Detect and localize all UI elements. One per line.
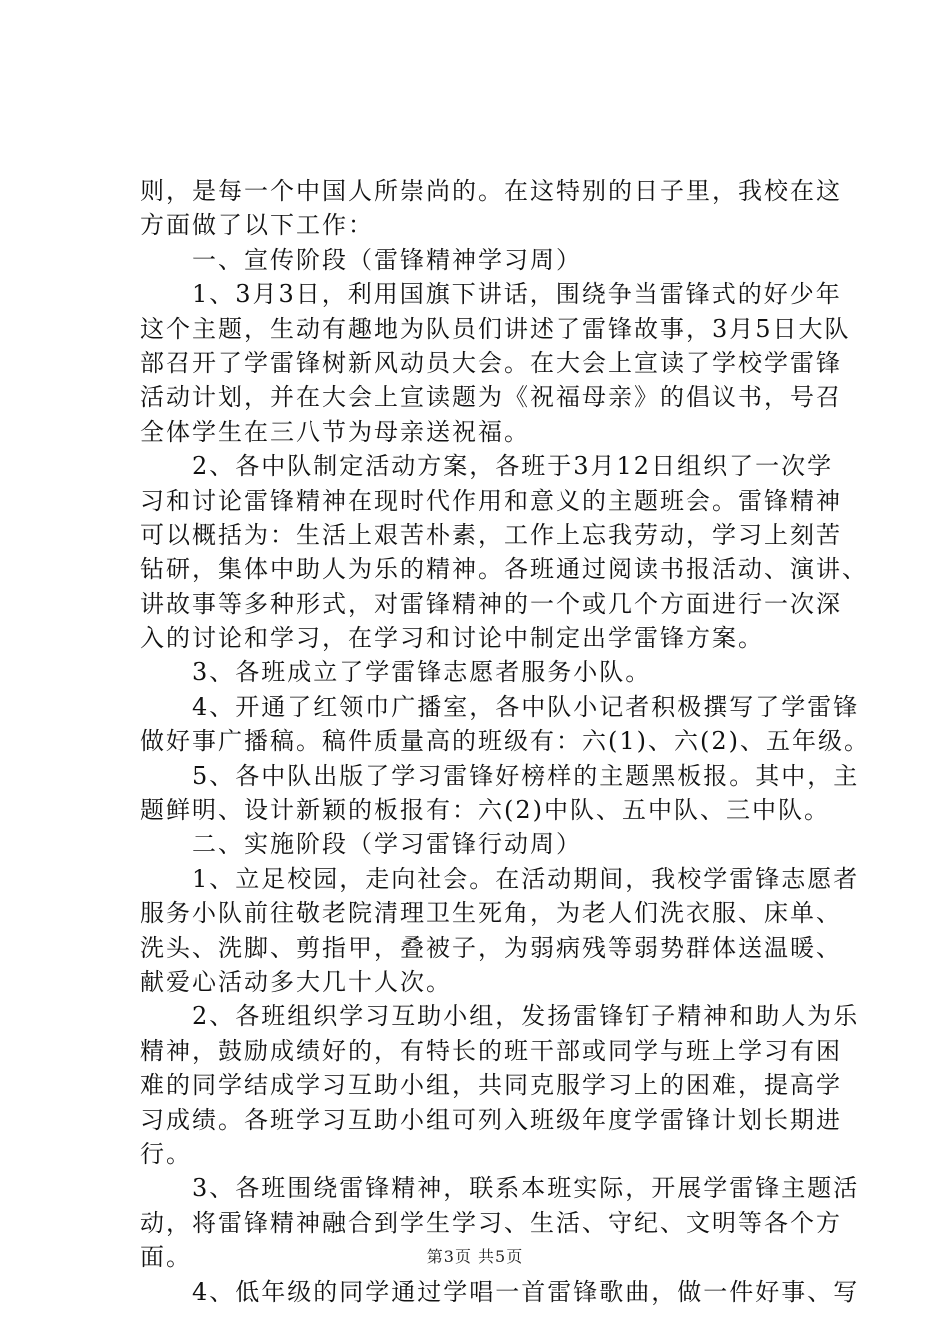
body-text (140, 174, 870, 1309)
text-line: 3、各班成立了学雷锋志愿者服务小队。 (140, 658, 652, 687)
text-line: 精神，鼓励成绩好的，有特长的班干部或同学与班上学习有困 (140, 1036, 842, 1065)
text-line: 3、各班围绕雷锋精神，联系本班实际，开展学雷锋主题活 (140, 1174, 860, 1203)
text-line: 行。 (140, 1139, 192, 1168)
text-line: 题鲜明、设计新颖的板报有：六(2)中队、五中队、三中队。 (140, 796, 830, 825)
text-line: 服务小队前往敬老院清理卫生死角，为老人们洗衣服、床单、 (140, 899, 842, 928)
text-line: 全体学生在三八节为母亲送祝福。 (140, 417, 530, 446)
text-line: 则，是每一个中国人所崇尚的。在这特别的日子里，我校在这 (140, 177, 842, 205)
section-heading: 二、实施阶段（学习雷锋行动周） (140, 830, 582, 859)
text-line: 献爱心活动多大几十人次。 (140, 967, 452, 996)
text-line: 活动计划，并在大会上宣读题为《祝福母亲》的倡议书，号召 (140, 383, 842, 412)
text-line: 2、各班组织学习互助小组，发扬雷锋钉子精神和助人为乐 (140, 1002, 860, 1031)
text-line: 这个主题，生动有趣地为队员们讲述了雷锋故事，3月5日大队 (140, 314, 851, 343)
text-line: 5、各中队出版了学习雷锋好榜样的主题黑板报。其中，主 (140, 761, 860, 790)
text-line: 可以概括为：生活上艰苦朴素，工作上忘我劳动，学习上刻苦 (140, 520, 842, 549)
text-line: 4、低年级的同学通过学唱一首雷锋歌曲，做一件好事、写 (140, 1277, 860, 1306)
text-line: 4、开通了红领巾广播室，各中队小记者积极撰写了学雷锋 (140, 692, 860, 721)
text-line: 洗头、洗脚、剪指甲，叠被子，为弱病残等弱势群体送温暖、 (140, 933, 842, 962)
text-line: 难的同学结成学习互助小组，共同克服学习上的困难，提高学 (140, 1071, 842, 1100)
text-line: 1、3月3日，利用国旗下讲话，围绕争当雷锋式的好少年 (140, 280, 842, 309)
text-line: 动，将雷锋精神融合到学生学习、生活、守纪、文明等各个方 (140, 1208, 842, 1237)
text-line: 做好事广播稿。稿件质量高的班级有：六(1)、六(2)、五年级。 (140, 727, 870, 756)
text-line: 习成绩。各班学习互助小组可列入班级年度学雷锋计划长期进 (140, 1105, 842, 1134)
text-line: 方面做了以下工作： (140, 211, 374, 240)
text-line: 钻研，集体中助人为乐的精神。各班通过阅读书报活动、演讲、 (140, 555, 868, 584)
text-line: 1、立足校园，走向社会。在活动期间，我校学雷锋志愿者 (140, 864, 860, 893)
section-heading: 一、宣传阶段（雷锋精神学习周） (140, 245, 582, 274)
text-line: 讲故事等多种形式，对雷锋精神的一个或几个方面进行一次深 (140, 589, 842, 618)
text-line: 习和讨论雷锋精神在现时代作用和意义的主题班会。雷锋精神 (140, 486, 842, 515)
text-line: 2、各中队制定活动方案，各班于3月12日组织了一次学 (140, 452, 834, 481)
text-line: 面。 (140, 1243, 192, 1272)
page-number-footer: 第3页 共5页 (426, 1247, 524, 1266)
text-line: 入的讨论和学习，在学习和讨论中制定出学雷锋方案。 (140, 624, 764, 653)
text-line: 部召开了学雷锋树新风动员大会。在大会上宣读了学校学雷锋 (140, 348, 842, 377)
